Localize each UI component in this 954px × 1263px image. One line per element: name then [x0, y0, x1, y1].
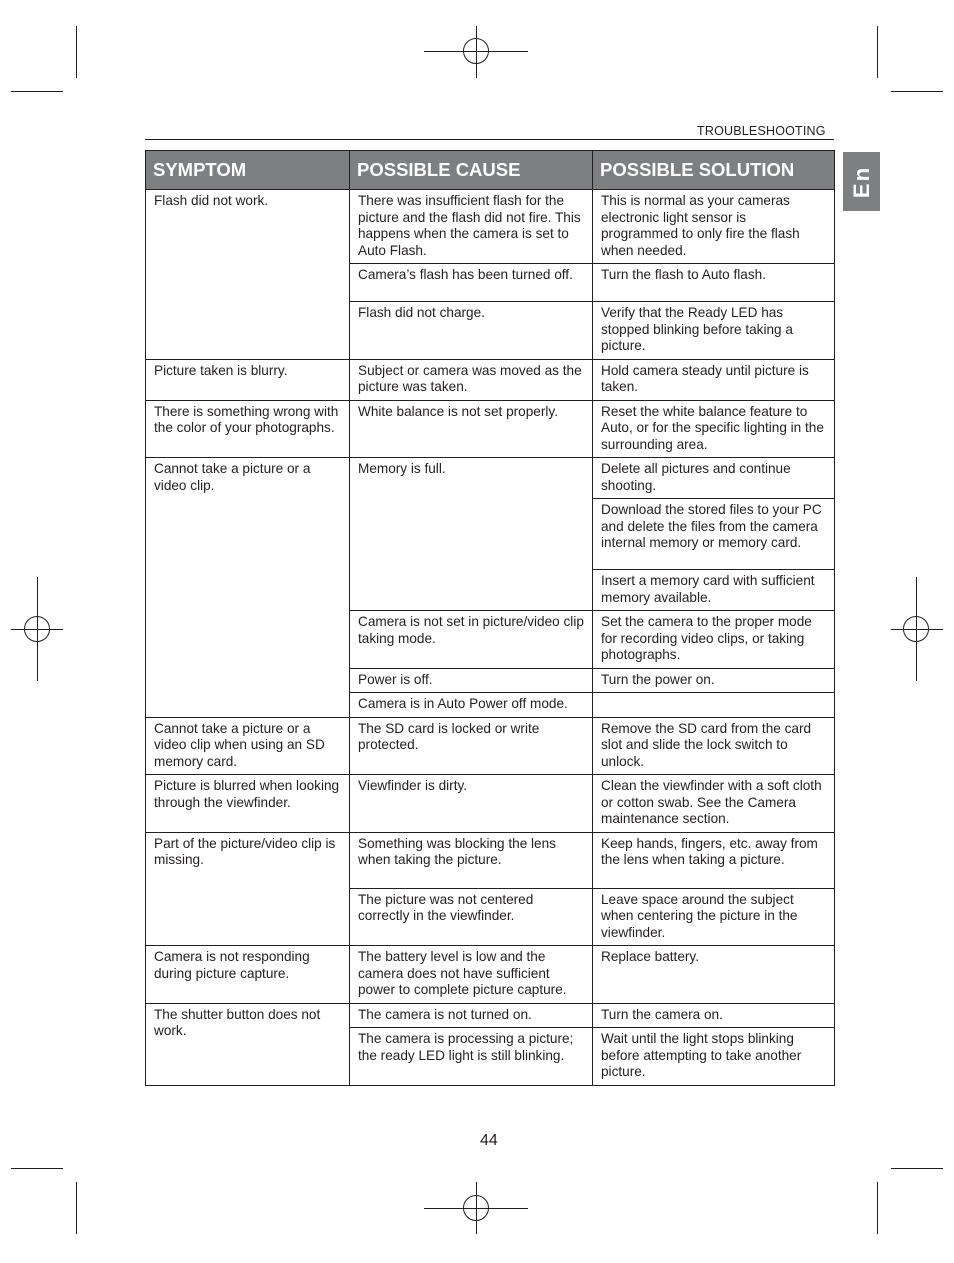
crop-mark	[891, 1168, 943, 1169]
solution-cell: Leave space around the subject when centering the picture in the viewfinder.	[593, 888, 835, 946]
registration-mark	[24, 616, 50, 642]
solution-cell: Turn the flash to Auto flash.	[593, 264, 835, 302]
table-row	[146, 1003, 835, 1028]
table-row	[146, 400, 835, 458]
symptom-cell: Picture is blurred when looking through the viewfinder.	[146, 775, 350, 833]
symptom-cell: Part of the picture/video clip is missing.	[146, 832, 350, 946]
header-possible-solution: POSSIBLE SOLUTION	[593, 151, 835, 190]
cause-cell: Camera’s flash has been turned off.	[350, 264, 593, 302]
crop-mark	[11, 91, 63, 92]
registration-mark	[903, 616, 929, 642]
table-row	[146, 946, 835, 1004]
solution-cell: Clean the viewfinder with a soft cloth or cotton swab. See the Camera maintenance section.	[593, 775, 835, 833]
crop-mark	[891, 91, 943, 92]
table-row	[146, 775, 835, 833]
solution-cell: Delete all pictures and continue shooting.	[593, 458, 835, 499]
solution-cell: This is normal as your cameras electronic light sensor is programmed to only fire the flash when needed.	[593, 190, 835, 264]
cause-cell: White balance is not set properly.	[350, 400, 593, 458]
solution-cell: Download the stored files to your PC and delete the files from the camera internal memory or memory card.	[593, 499, 835, 570]
table-row	[146, 190, 835, 264]
table-row	[146, 458, 835, 499]
page-number: 44	[480, 1132, 498, 1149]
header-possible-cause: POSSIBLE CAUSE	[350, 151, 593, 190]
solution-cell	[593, 693, 835, 718]
troubleshooting-table	[145, 150, 835, 1086]
symptom-cell: Flash did not work.	[146, 190, 350, 360]
registration-mark	[463, 38, 489, 64]
solution-cell: Wait until the light stops blinking before attempting to take another picture.	[593, 1028, 835, 1086]
language-tab	[843, 152, 880, 211]
header-symptom: SYMPTOM	[146, 151, 350, 190]
crop-mark	[76, 1182, 77, 1234]
cause-cell: The camera is processing a picture; the ready LED light is still blinking.	[350, 1028, 593, 1086]
solution-cell: Hold camera steady until picture is taken.	[593, 359, 835, 400]
cause-cell: Camera is not set in picture/video clip taking mode.	[350, 611, 593, 669]
registration-mark	[463, 1195, 489, 1221]
header-rule	[145, 139, 834, 140]
table-header-row	[146, 151, 835, 190]
crop-mark	[76, 26, 77, 78]
cause-cell: The battery level is low and the camera does not have sufficient power to complete picture capture.	[350, 946, 593, 1004]
symptom-cell: Picture taken is blurry.	[146, 359, 350, 400]
table-row	[146, 359, 835, 400]
table-row	[146, 832, 835, 888]
cause-cell: The camera is not turned on.	[350, 1003, 593, 1028]
cause-cell: There was insufficient flash for the picture and the flash did not fire. This happens when the camera is set to Auto Flash.	[350, 190, 593, 264]
cause-cell: Camera is in Auto Power off mode.	[350, 693, 593, 718]
solution-cell: Insert a memory card with sufficient memory available.	[593, 570, 835, 611]
solution-cell: Verify that the Ready LED has stopped blinking before taking a picture.	[593, 302, 835, 360]
crop-mark	[877, 1182, 878, 1234]
cause-cell: Viewfinder is dirty.	[350, 775, 593, 833]
solution-cell: Turn the camera on.	[593, 1003, 835, 1028]
cause-cell: Subject or camera was moved as the picture was taken.	[350, 359, 593, 400]
section-title: TROUBLESHOOTING	[697, 124, 826, 138]
symptom-cell: Cannot take a picture or a video clip when using an SD memory card.	[146, 717, 350, 775]
solution-cell: Reset the white balance feature to Auto, or for the specific lighting in the surrounding area.	[593, 400, 835, 458]
crop-mark	[11, 1168, 63, 1169]
table-row	[146, 717, 835, 775]
solution-cell: Set the camera to the proper mode for recording video clips, or taking photographs.	[593, 611, 835, 669]
cause-cell: Something was blocking the lens when taking the picture.	[350, 832, 593, 888]
symptom-cell: Cannot take a picture or a video clip.	[146, 458, 350, 718]
symptom-cell: There is something wrong with the color of your photographs.	[146, 400, 350, 458]
cause-cell: Power is off.	[350, 668, 593, 693]
solution-cell: Replace battery.	[593, 946, 835, 1004]
cause-cell: Flash did not charge.	[350, 302, 593, 360]
cause-cell: The picture was not centered correctly in the viewfinder.	[350, 888, 593, 946]
solution-cell: Turn the power on.	[593, 668, 835, 693]
cause-cell: The SD card is locked or write protected.	[350, 717, 593, 775]
crop-mark	[877, 26, 878, 78]
solution-cell: Remove the SD card from the card slot and slide the lock switch to unlock.	[593, 717, 835, 775]
symptom-cell: The shutter button does not work.	[146, 1003, 350, 1085]
language-tab-label: En	[848, 165, 874, 198]
solution-cell: Keep hands, fingers, etc. away from the lens when taking a picture.	[593, 832, 835, 888]
cause-cell: Memory is full.	[350, 458, 593, 611]
symptom-cell: Camera is not responding during picture capture.	[146, 946, 350, 1004]
